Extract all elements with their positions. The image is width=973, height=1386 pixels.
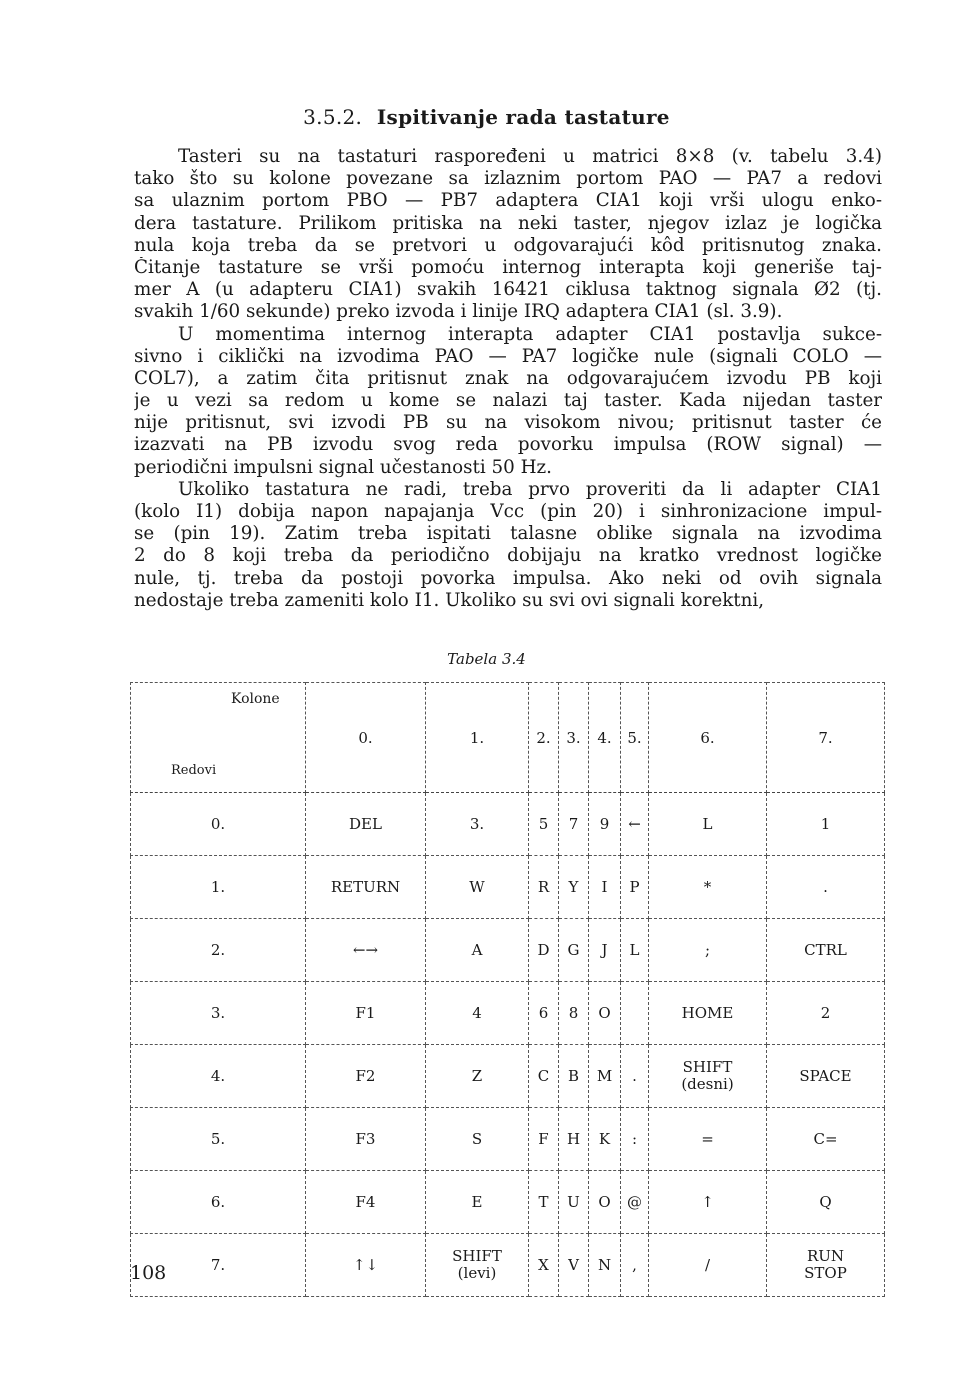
key-cell: 9 (589, 793, 621, 856)
table-caption: Tabela 3.4 (447, 650, 526, 668)
body-line: Tasteri su na tastaturi raspoređeni u matrici 8×8 (v. tabelu 3.4) (178, 146, 882, 167)
key-cell: O (589, 982, 621, 1045)
key-cell: ↑↓ (306, 1234, 426, 1297)
key-cell: 6 (529, 982, 559, 1045)
key-cell: ←→ (306, 919, 426, 982)
key-cell: H (559, 1108, 589, 1171)
key-cell: SHIFT (levi) (426, 1234, 529, 1297)
body-line: nije pritisnut, svi izvodi PB su na visokom nivou; pritisnut taster će (134, 412, 882, 434)
key-cell: V (559, 1234, 589, 1297)
body-line: se (pin 19). Zatim treba ispitati talasne oblike signala na izvodima (134, 523, 882, 545)
key-cell: S (426, 1108, 529, 1171)
key-cell: : (621, 1108, 649, 1171)
key-cell: U (559, 1171, 589, 1234)
key-cell: . (767, 856, 885, 919)
key-cell: CTRL (767, 919, 885, 982)
key-cell: K (589, 1108, 621, 1171)
body-line: (kolo I1) dobija napon napajanja Vcc (pin 20) i sinhronizacione impul- (134, 501, 882, 522)
body-line: COL7), a zatim čita pritisnut znak na odgovarajućem izvodu PB koji (134, 367, 882, 389)
key-cell: F3 (306, 1108, 426, 1171)
body-line: U momentima internog interapta adapter CIA1 postavlja sukce- (178, 323, 882, 345)
table-row (131, 1108, 885, 1171)
key-cell: P (621, 856, 649, 919)
key-cell: F1 (306, 982, 426, 1045)
key-cell: ↑ (649, 1171, 767, 1234)
column-header: 5. (621, 683, 649, 793)
key-cell: Q (767, 1171, 885, 1234)
key-cell: . (621, 1045, 649, 1108)
key-cell: = (649, 1108, 767, 1171)
row-label: 1. (131, 856, 306, 919)
key-cell: ; (649, 919, 767, 982)
section-heading (0, 105, 973, 129)
key-cell: 3. (426, 793, 529, 856)
body-line: nule, tj. treba da postoji povorka impulsa. Ako neki od ovih signala (134, 567, 882, 589)
row-label: 2. (131, 919, 306, 982)
page-number: 108 (130, 1262, 167, 1284)
key-cell: F2 (306, 1045, 426, 1108)
key-cell: 2 (767, 982, 885, 1045)
keyboard-matrix-table (130, 682, 885, 1297)
row-label: 0. (131, 793, 306, 856)
key-cell: O (589, 1171, 621, 1234)
key-cell: M (589, 1045, 621, 1108)
row-label: 5. (131, 1108, 306, 1171)
key-cell: F (529, 1108, 559, 1171)
key-cell: X (529, 1234, 559, 1297)
body-line: periodični impulsni signal učestanosti 50 Hz. (134, 456, 552, 478)
key-cell: DEL (306, 793, 426, 856)
body-line: tako što su kolone povezane sa izlaznim portom PAO — PA7 a redovi (134, 168, 882, 190)
table-row (131, 919, 885, 982)
key-cell: N (589, 1234, 621, 1297)
column-header: 2. (529, 683, 559, 793)
body-line: izazvati na PB izvodu svog reda povorku impulsa (ROW signal) — (134, 434, 882, 456)
body-line: svakih 1/60 sekunde) preko izvoda i linije IRQ adaptera CIA1 (sl. 3.9). (134, 301, 783, 323)
key-cell: HOME (649, 982, 767, 1045)
key-cell: / (649, 1234, 767, 1297)
key-cell: B (559, 1045, 589, 1108)
key-cell: W (426, 856, 529, 919)
body-line: mer A (u adapteru CIA1) svakih 16421 ciklusa taktnog signala Ø2 (tj. (134, 279, 882, 301)
table-header-row (131, 683, 885, 793)
body-line: 2 do 8 koji treba da periodično dobijaju na kratko vrednost logičke (134, 545, 882, 567)
key-cell: F4 (306, 1171, 426, 1234)
key-cell: @ (621, 1171, 649, 1234)
key-cell: C (529, 1045, 559, 1108)
key-cell: G (559, 919, 589, 982)
table-row (131, 982, 885, 1045)
key-cell: , (621, 1234, 649, 1297)
key-cell: R (529, 856, 559, 919)
row-label: 6. (131, 1171, 306, 1234)
body-line: Ukoliko tastatura ne radi, treba prvo proveriti da li adapter CIA1 (178, 478, 882, 500)
key-cell: * (649, 856, 767, 919)
body-text (134, 146, 882, 612)
key-cell: T (529, 1171, 559, 1234)
key-cell: L (621, 919, 649, 982)
column-header: 1. (426, 683, 529, 793)
key-cell: RUN STOP (767, 1234, 885, 1297)
table-row (131, 1171, 885, 1234)
table-row (131, 1045, 885, 1108)
row-label: 7. (131, 1234, 306, 1297)
key-cell: A (426, 919, 529, 982)
body-line: sa ulaznim portom PBO — PB7 adaptera CIA1 koji vrši ulogu enko- (134, 190, 882, 212)
row-label: 3. (131, 982, 306, 1045)
body-line: nedostaje treba zameniti kolo I1. Ukoliko su svi ovi signali korektni, (134, 589, 765, 611)
key-cell: RETURN (306, 856, 426, 919)
table-row (131, 856, 885, 919)
key-cell: SPACE (767, 1045, 885, 1108)
column-header: 6. (649, 683, 767, 793)
key-cell: 7 (559, 793, 589, 856)
key-cell: ← (621, 793, 649, 856)
body-line: dera tastature. Prilikom pritiska na neki taster, njegov izlaz je logička (134, 212, 882, 234)
section-number: 3.5.2. (303, 105, 363, 129)
section-title: Ispitivanje rada tastature (376, 105, 670, 129)
column-header: 4. (589, 683, 621, 793)
body-line: je u vezi sa redom u kome se nalazi taj taster. Kada nijedan taster (134, 390, 882, 412)
key-cell: Z (426, 1045, 529, 1108)
key-cell: J (589, 919, 621, 982)
body-line: nula koja treba da se pretvori u odgovarajući kôd pritisnutog znaka. (134, 234, 882, 256)
body-line: Čitanje tastature se vrši pomoću internog interapta koji generiše taj- (134, 256, 882, 278)
table-row (131, 1234, 885, 1297)
column-header: 3. (559, 683, 589, 793)
columns-label: Kolone (231, 691, 280, 707)
key-cell: 8 (559, 982, 589, 1045)
key-cell: Y (559, 856, 589, 919)
key-cell: 4 (426, 982, 529, 1045)
key-cell: 1 (767, 793, 885, 856)
row-label: 4. (131, 1045, 306, 1108)
key-cell (621, 982, 649, 1045)
key-cell: C= (767, 1108, 885, 1171)
key-cell: L (649, 793, 767, 856)
key-cell: E (426, 1171, 529, 1234)
table-corner-cell (131, 683, 306, 793)
key-cell: D (529, 919, 559, 982)
body-line: sivno i ciklički na izvodima PAO — PA7 logičke nule (signali COLO — (134, 345, 882, 367)
key-cell: 5 (529, 793, 559, 856)
column-header: 0. (306, 683, 426, 793)
key-cell: I (589, 856, 621, 919)
rows-label: Redovi (171, 763, 217, 778)
table-row (131, 793, 885, 856)
key-cell: SHIFT (desni) (649, 1045, 767, 1108)
column-header: 7. (767, 683, 885, 793)
